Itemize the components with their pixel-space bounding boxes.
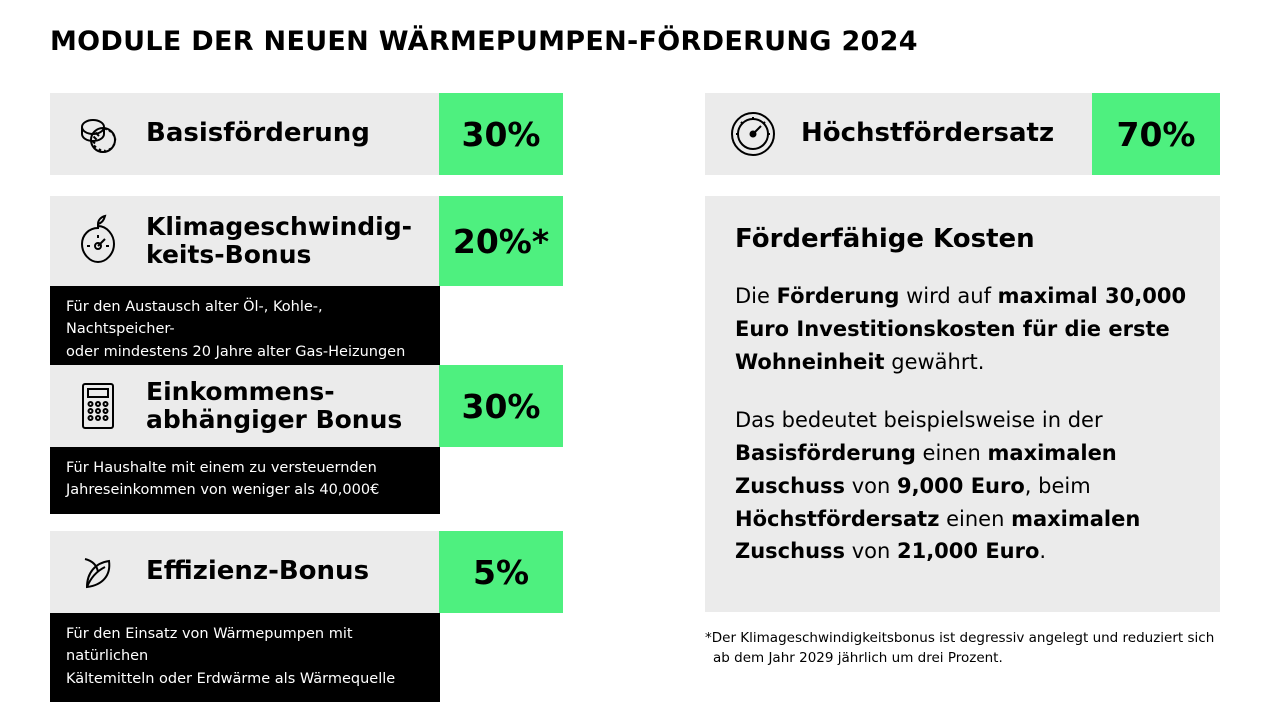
text-emphasis: 9,000 Euro — [896, 473, 1025, 498]
panel-paragraph-2 — [735, 404, 1190, 568]
text-emphasis: Höchstfördersatz — [735, 506, 940, 531]
module-label-line2: keits-Bonus — [146, 240, 312, 269]
module-percent: 5% — [439, 531, 563, 613]
module-label: Basisförderung — [146, 118, 370, 149]
footnote-line1: *Der Klimageschwindigkeitsbonus ist degressiv angelegt und reduziert sich — [705, 630, 1215, 646]
module-basisfoerderung — [50, 93, 563, 175]
text-emphasis: maximalen Zuschuss — [735, 506, 1141, 564]
module-row — [50, 93, 563, 175]
module-label-line1: Klimageschwindig- — [146, 212, 412, 241]
text-fragment: . — [1039, 539, 1047, 564]
module-note-line2: Kältemitteln oder Erdwärme als Wärmequelle — [66, 670, 396, 687]
text-emphasis: Förderung — [776, 284, 900, 308]
text-fragment: von — [845, 473, 897, 498]
module-note — [50, 613, 440, 702]
module-note-line1: Für Haushalte mit einem zu versteuernden — [66, 460, 377, 476]
module-label: Höchstfördersatz — [801, 118, 1055, 149]
module-label-line2: abhängiger Bonus — [146, 405, 403, 434]
text-fragment: einen — [915, 441, 988, 465]
module-effizienz-bonus — [50, 531, 563, 702]
text-fragment: Die — [735, 284, 777, 308]
module-note-line1: Für den Austausch alter Öl-, Kohle-, Nachtspeicher- — [66, 299, 323, 338]
module-row — [50, 531, 563, 613]
speed-leaf-icon — [50, 212, 146, 270]
module-label — [146, 213, 422, 269]
module-body — [50, 93, 439, 175]
module-note — [50, 447, 440, 514]
footnote — [705, 628, 1225, 669]
text-emphasis: 21,000 Euro — [896, 539, 1040, 564]
coins-icon — [50, 107, 146, 161]
module-row — [50, 196, 563, 286]
text-emphasis: maximal 30,000 Euro Investitionskosten für die erste Wohneinheit — [735, 284, 1187, 374]
text-fragment: wird auf — [899, 284, 998, 308]
module-note-line2: Jahreseinkommen von weniger als 40,000€ — [66, 482, 380, 499]
text-emphasis: Basisförderung — [735, 441, 916, 465]
module-note-line1: Für den Einsatz von Wärmepumpen mit natürlichen — [66, 626, 353, 665]
text-fragment: von — [845, 539, 897, 564]
text-fragment: gewährt. — [884, 349, 985, 374]
module-note — [50, 286, 440, 375]
text-fragment: , beim — [1024, 473, 1091, 498]
module-klimageschwindigkeitsbonus — [50, 196, 563, 375]
foerderfaehige-kosten-panel — [705, 196, 1220, 612]
module-note-line2: oder mindestens 20 Jahre alter Gas-Heizungen — [66, 343, 406, 360]
text-fragment: Das bedeutet beispielsweise in der — [735, 408, 1103, 433]
calculator-icon — [50, 378, 146, 434]
module-body — [50, 196, 439, 286]
module-body — [50, 365, 439, 447]
page-title: MODULE DER NEUEN WÄRMEPUMPEN-FÖRDERUNG 2024 — [50, 26, 918, 57]
module-label — [146, 378, 412, 434]
module-percent: 70% — [1092, 93, 1220, 175]
text-fragment: einen — [939, 506, 1012, 531]
module-percent: 30% — [439, 365, 563, 447]
panel-paragraph-1 — [735, 280, 1190, 378]
module-percent: 20%* — [439, 196, 563, 286]
module-hoechstfoerdersatz — [705, 93, 1220, 175]
leaf-icon — [50, 545, 146, 599]
gauge-icon — [705, 106, 801, 162]
module-body — [705, 93, 1092, 175]
module-label-line1: Einkommens- — [146, 377, 335, 406]
module-einkommensabhaengiger-bonus — [50, 365, 563, 514]
module-percent: 30% — [439, 93, 563, 175]
text-emphasis: maximalen Zuschuss — [735, 441, 1117, 498]
module-label: Effizienz-Bonus — [146, 556, 370, 587]
footnote-line2: ab dem Jahr 2029 jährlich um drei Prozent. — [713, 650, 1003, 667]
module-body — [50, 531, 439, 613]
module-row — [50, 365, 563, 447]
panel-heading: Förderfähige Kosten — [735, 224, 1035, 254]
module-row — [705, 93, 1220, 175]
